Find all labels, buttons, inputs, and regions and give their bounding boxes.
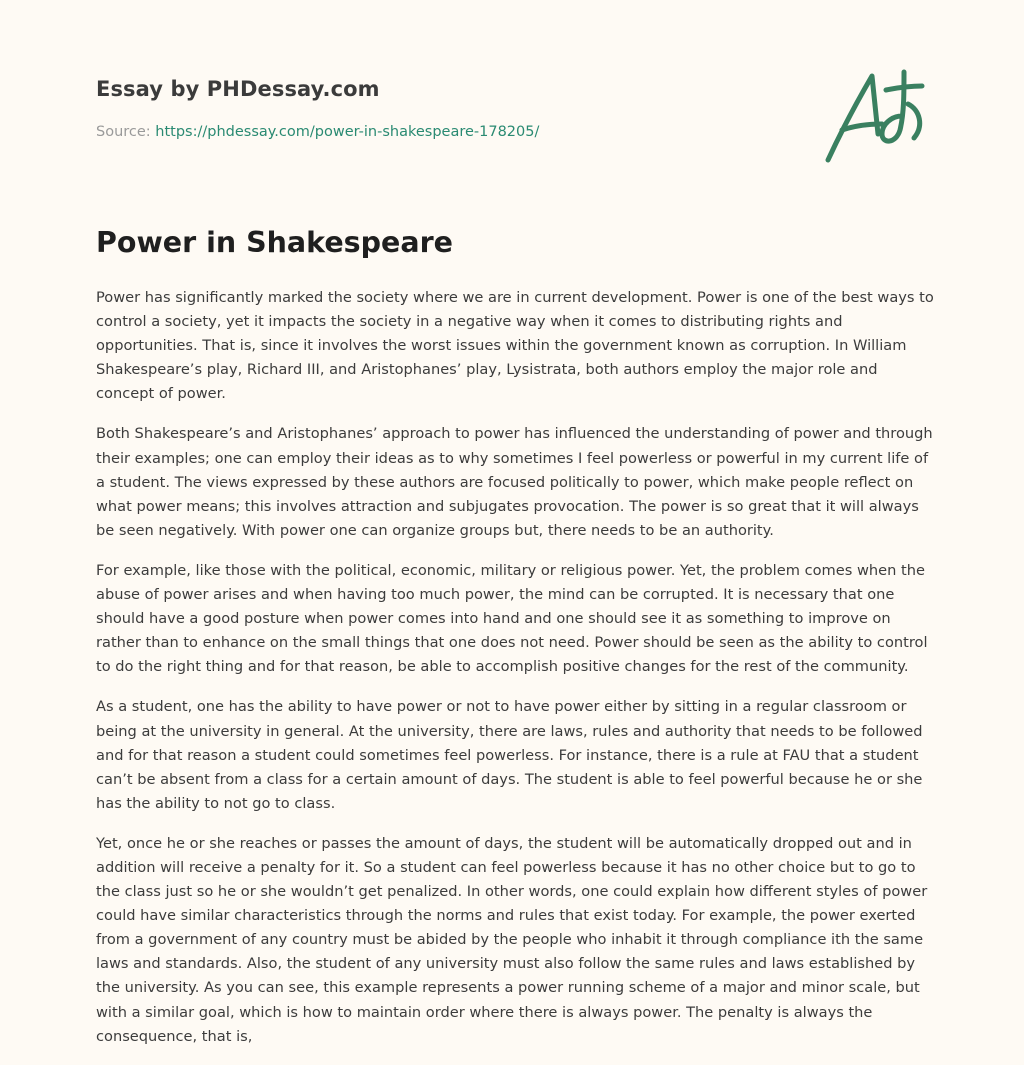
brand-title: Essay by PHDessay.com	[96, 77, 380, 101]
a-plus-logo-icon	[820, 64, 930, 168]
essay-paragraph: Yet, once he or she reaches or passes the amount of days, the student will be automatically dropped out and in addition will receive a penalty for it. So a student can feel powerless because it has no other choice but to go to the class just so he or she wouldn’t get penalized. In other words, one could explain how different styles of power could have similar characteristics through the norms and rules that exist today. For example, the power exerted from a government of any country must be abided by the people who inhabit it through compliance ith the same laws and standards. Also, the student of any university must also follow the same rules and laws established by the university. As you can see, this example represents a power running scheme of a major and minor scale, but with a similar goal, which is how to maintain order where there is always power. The penalty is always the consequence, that is,	[96, 834, 928, 1045]
essay-paragraph: As a student, one has the ability to have power or not to have power either by sitting in a regular classroom or being at the university in general. At the university, there are laws, rules and authority that needs to be followed and for that reason a student could sometimes feel powerless. For instance, there is a rule at FAU that a student can’t be absent from a class for a certain amount of days. The student is able to feel powerful because he or she has the ability to not go to class.	[96, 698, 923, 812]
essay-body	[96, 286, 936, 1065]
source-label: Source:	[96, 124, 151, 140]
essay-paragraph: Both Shakespeare’s and Aristophanes’ approach to power has influenced the understanding of power and through their examples; one can employ their ideas as to why sometimes I feel powerless or powerful in my current life of a student. The views expressed by these authors are focused politically to power, which make people reflect on what power means; this involves attraction and subjugates provocation. The power is so great that it will always be seen negatively. With power one can organize groups but, there needs to be an authority.	[96, 425, 933, 539]
source-line	[96, 124, 539, 140]
essay-paragraph: Power has significantly marked the society where we are in current development. Power is one of the best ways to control a society, yet it impacts the society in a negative way when it comes to distributing rights and opportunities. That is, since it involves the worst issues within the government known as corruption. In William Shakespeare’s play, Richard III, and Aristophanes’ play, Lysistrata, both authors employ the major role and concept of power.	[96, 289, 934, 403]
essay-paragraph: For example, like those with the political, economic, military or religious power. Yet, the problem comes when the abuse of power arises and when having too much power, the mind can be corrupted. It is necessary that one should have a good posture when power comes into hand and one should see it as something to improve on rather than to enhance on the small things that one does not need. Power should be seen as the ability to control to do the right thing and for that reason, be able to accomplish positive changes for the rest of the community.	[96, 561, 928, 676]
essay-title: Power in Shakespeare	[96, 226, 453, 259]
source-link[interactable]: https://phdessay.com/power-in-shakespeare-178205/	[155, 124, 540, 140]
